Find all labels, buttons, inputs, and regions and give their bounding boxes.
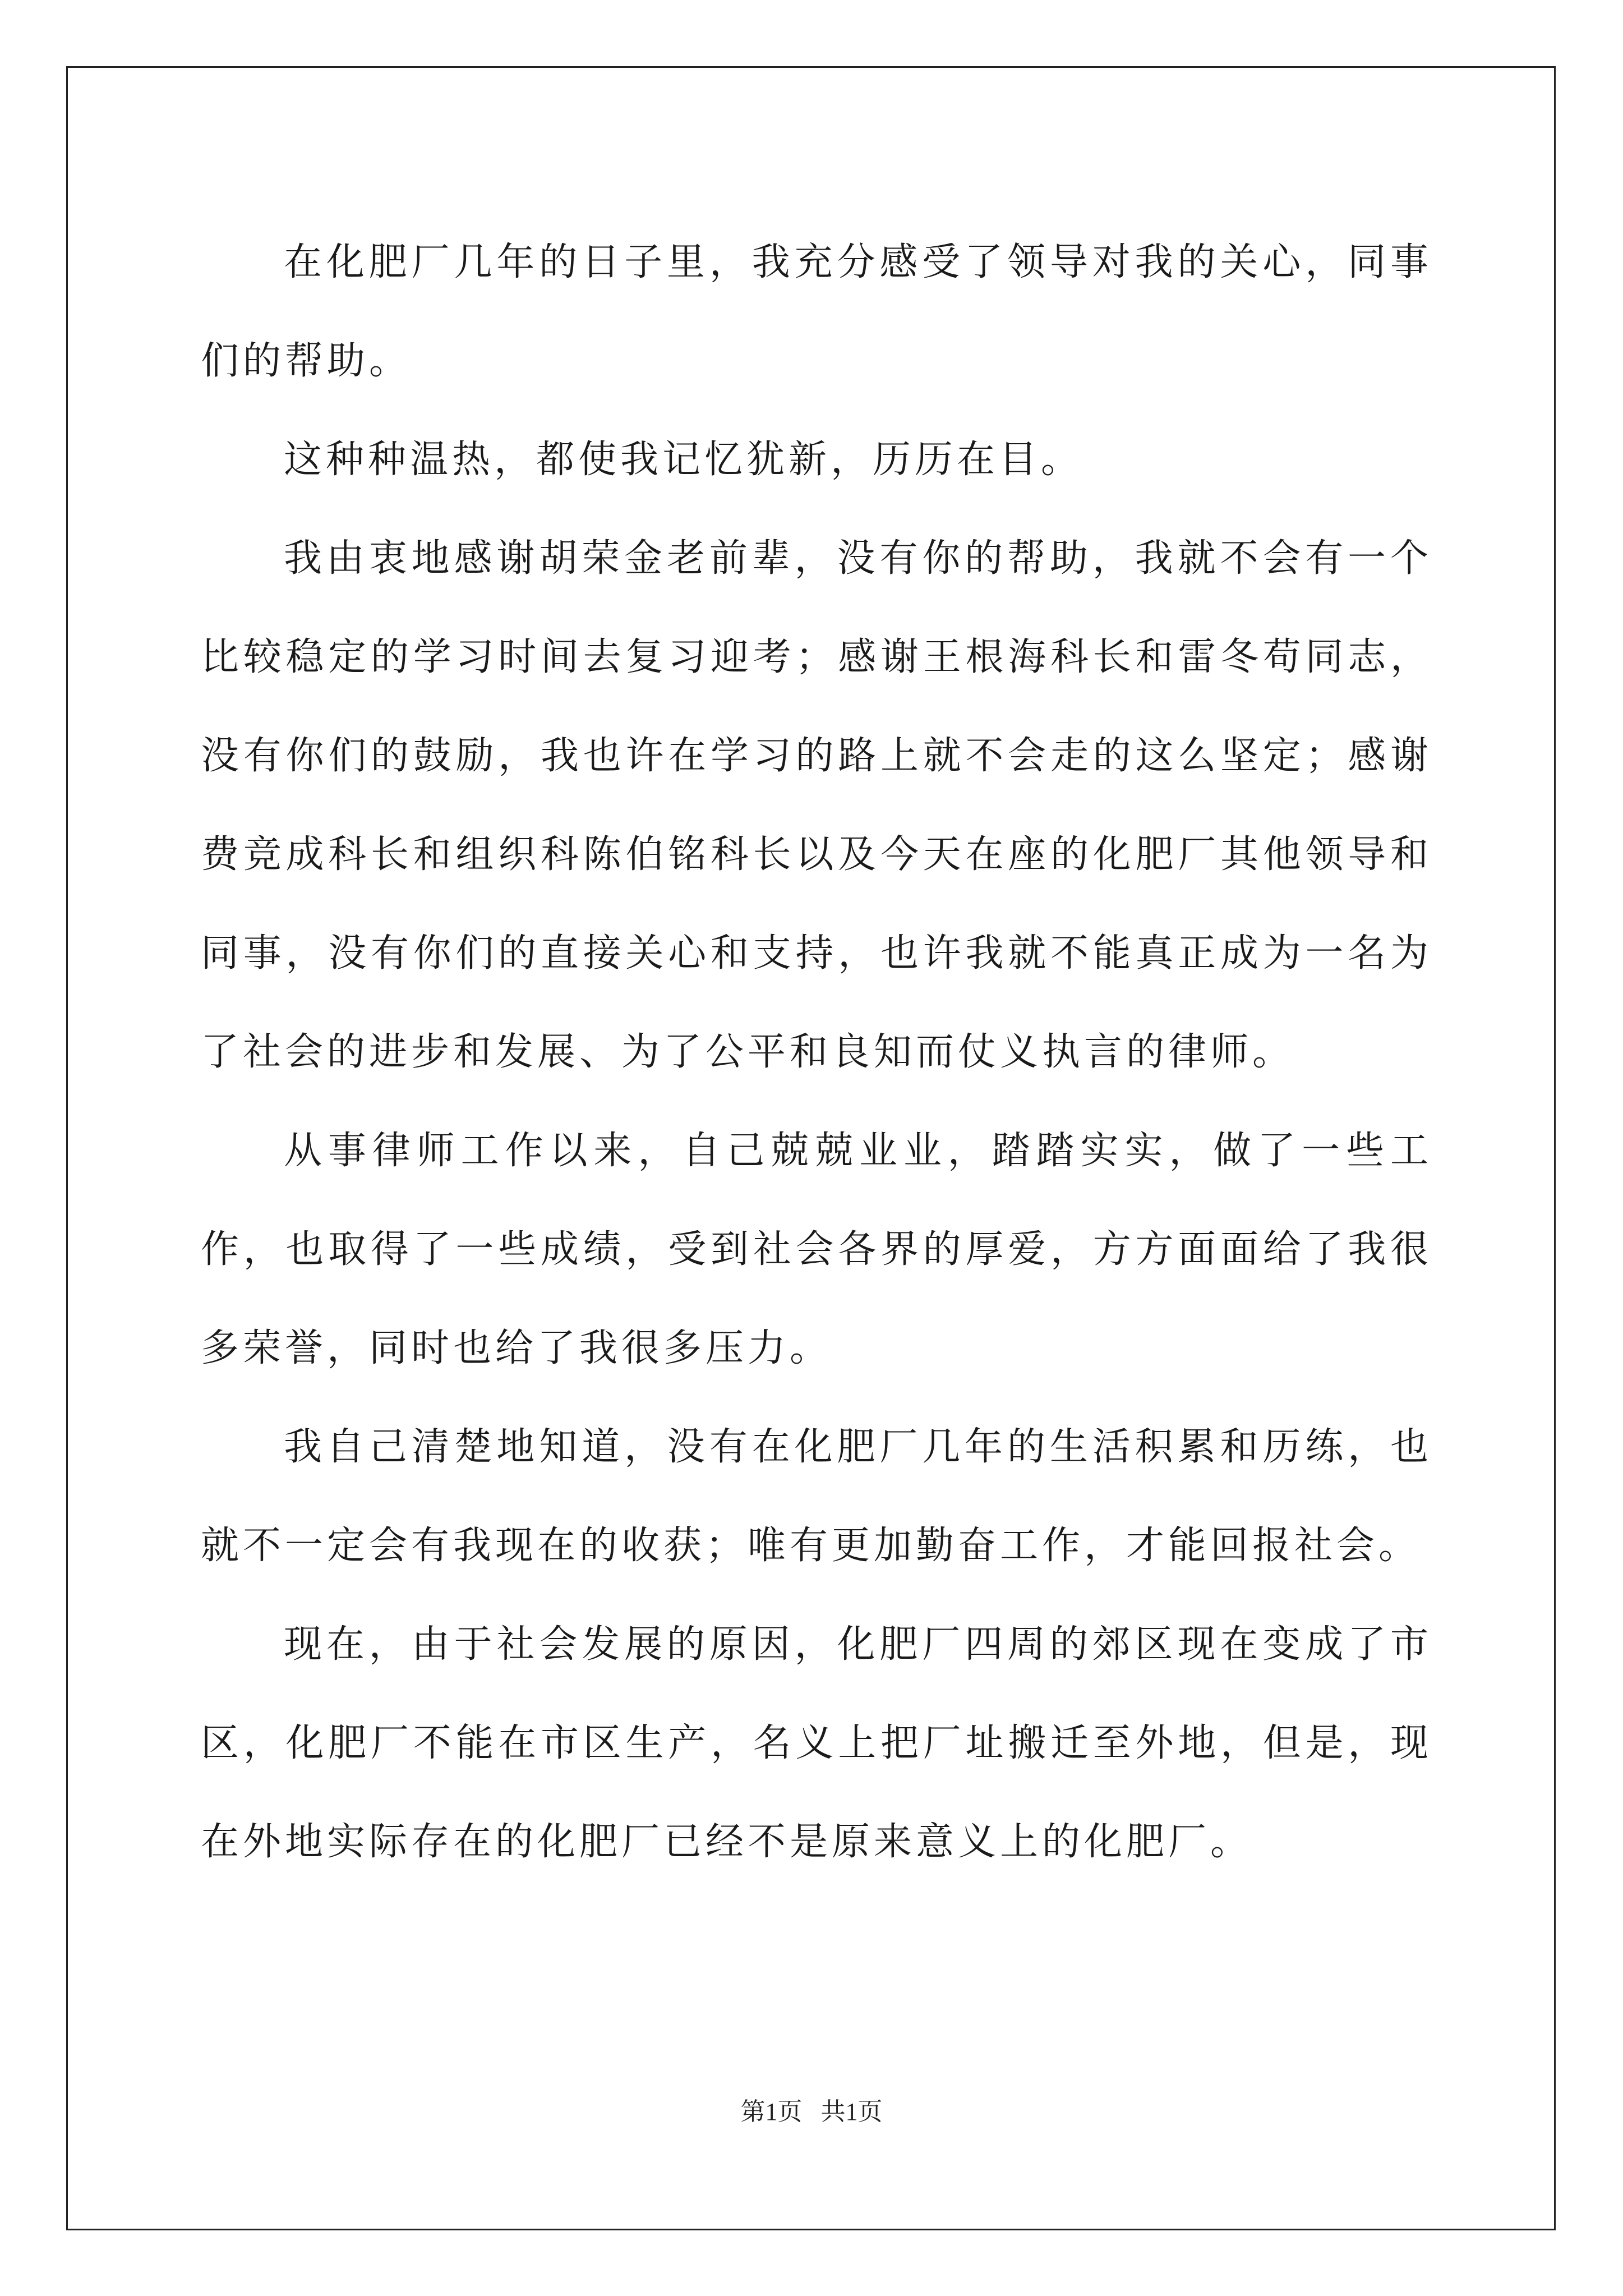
- paragraph-2: 这种种温热，都使我记忆犹新，历历在目。: [284, 438, 1083, 482]
- paragraph-4: 从事律师工作以来，自己兢兢业业，踏踏实实，做了一些工作，也取得了一些成绩，受到社会各界的厚爱，方方面面给了我很多荣誉，同时也给了我很多压力。: [201, 1129, 1432, 1370]
- paragraph-5: 我自己清楚地知道，没有在化肥厂几年的生活积累和历练，也就不一定会有我现在的收获；唯有更加勤奋工作，才能回报社会。: [201, 1425, 1432, 1568]
- page-number-footer: 第1页 共1页: [740, 2098, 883, 2125]
- paragraph-3: 我由衷地感谢胡荣金老前辈，没有你的帮助，我就不会有一个比较稳定的学习时间去复习迎考；感谢王根海科长和雷冬苟同志，没有你们的鼓励，我也许在学习的路上就不会走的这么坚定；感谢费竞成科长和组织科陈伯铭科长以及今天在座的化肥厂其他领导和同事，没有你们的直接关心和支持，也许我就不能真正成为一名为了社会的进步和发展、为了公平和良知而仗义执言的律师。: [201, 536, 1432, 1074]
- document-body: [201, 213, 1432, 1892]
- paragraph-1: 在化肥厂几年的日子里，我充分感受了领导对我的关心，同事们的帮助。: [201, 240, 1432, 383]
- paragraph-6: 现在，由于社会发展的原因，化肥厂四周的郊区现在变成了市区，化肥厂不能在市区生产，名义上把厂址搬迁至外地，但是，现在外地实际存在的化肥厂已经不是原来意义上的化肥厂。: [201, 1622, 1432, 1864]
